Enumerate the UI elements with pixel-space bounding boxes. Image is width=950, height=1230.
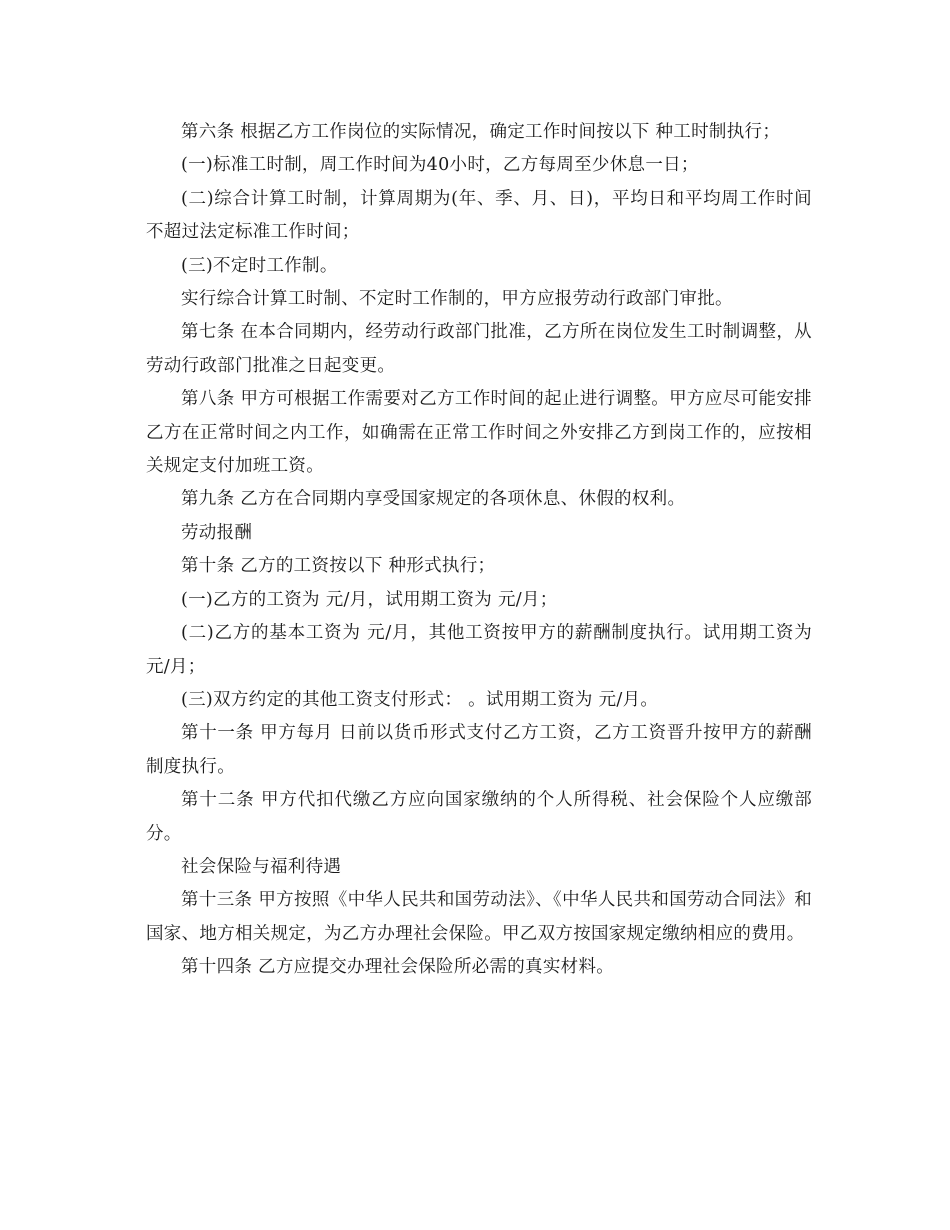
paragraph-article-11: 第十一条 甲方每月 日前以货币形式支付乙方工资，乙方工资晋升按甲方的薪酬制度执行。 [146, 723, 812, 777]
paragraph-article-12: 第十二条 甲方代扣代缴乙方应向国家缴纳的个人所得税、社会保险个人应缴部分。 [146, 790, 812, 844]
paragraph-comprehensive-hours: (二)综合计算工时制，计算周期为(年、季、月、日)，平均日和平均周工作时间不超过法定标准工作时间； [146, 188, 812, 243]
section-heading-remuneration: 劳动报酬 [181, 522, 253, 543]
paragraph-article-7: 第七条 在本合同期内，经劳动行政部门批准，乙方所在岗位发生工时制调整，从劳动行政部门批准之日起变更。 [146, 322, 812, 376]
paragraph-article-8: 第八条 甲方可根据工作需要对乙方工作时间的起止进行调整。甲方应尽可能安排乙方在正常时间之内工作，如确需在正常工作时间之外安排乙方到岗工作的，应按相关规定支付加班工资。 [146, 389, 812, 477]
paragraph-approval: 实行综合计算工时制、不定时工作制的，甲方应报劳动行政部门审批。 [181, 289, 733, 310]
paragraph-article-6: 第六条 根据乙方工作岗位的实际情况，确定工作时间按以下 种工时制执行； [181, 122, 781, 142]
paragraph-wage-option-1: (一)乙方的工资为 元/月，试用期工资为 元/月； [181, 589, 558, 610]
paragraph-wage-option-2: (二)乙方的基本工资为 元/月，其他工资按甲方的薪酬制度执行。试用期工资为 元/月； [146, 623, 812, 677]
paragraph-flexible-hours: (三)不定时工作制。 [181, 255, 338, 276]
paragraph-article-9: 第九条 乙方在合同期内享受国家规定的各项休息、休假的权利。 [181, 489, 686, 510]
paragraph-standard-hours: (一)标准工时制，周工作时间为40小时，乙方每周至少休息一日； [181, 155, 699, 176]
paragraph-wage-option-3: (三)双方约定的其他工资支付形式： 。试用期工资为 元/月。 [181, 689, 659, 710]
section-heading-social-insurance: 社会保险与福利待遇 [181, 856, 342, 877]
paragraph-article-14: 第十四条 乙方应提交办理社会保险所必需的真实材料。 [181, 957, 615, 978]
paragraph-article-13: 第十三条 甲方按照《中华人民共和国劳动法》、《中华人民共和国劳动合同法》和国家、地方相关规定，为乙方办理社会保险。甲乙双方按国家规定缴纳相应的费用。 [146, 890, 812, 944]
paragraph-article-10: 第十条 乙方的工资按以下 种形式执行； [181, 556, 496, 577]
document-body [146, 116, 812, 985]
